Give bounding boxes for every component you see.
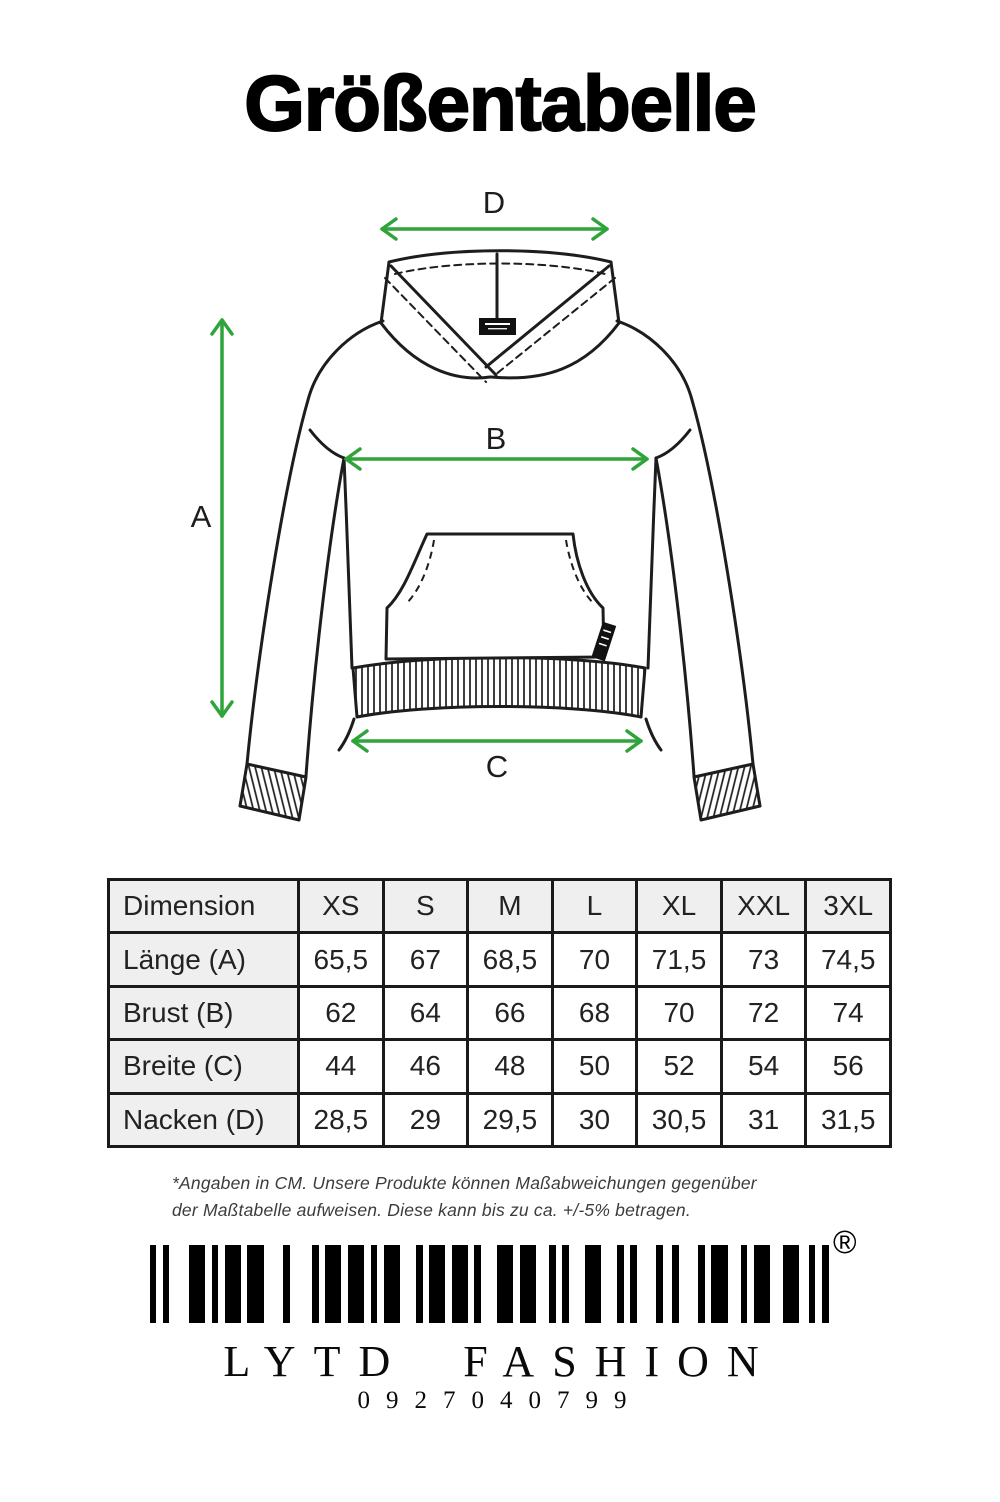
barcode-bar [711, 1245, 727, 1323]
column-header-xl: XL [637, 880, 722, 933]
cell-value: 73 [721, 933, 806, 986]
page-title: Größentabelle [244, 59, 756, 147]
cell-value: 62 [299, 986, 384, 1039]
barcode-bar [348, 1245, 364, 1323]
cell-value: 30,5 [637, 1093, 722, 1146]
table-row-nacken [109, 1093, 891, 1146]
hood [381, 251, 619, 382]
cell-value: 68 [552, 986, 637, 1039]
cell-value: 30 [552, 1093, 637, 1146]
registered-trademark-icon: ® [833, 1224, 857, 1260]
kangaroo-pocket [386, 534, 616, 661]
cell-value: 29,5 [468, 1093, 553, 1146]
cell-value: 31 [721, 1093, 806, 1146]
measurement-arrow-d [382, 219, 607, 239]
dimension-label-a: A [190, 499, 212, 534]
cell-value: 28,5 [299, 1093, 384, 1146]
disclaimer-line-1: *Angaben in CM. Unsere Produkte können Maßabweichungen gegenüber [172, 1173, 757, 1193]
barcode [150, 1245, 830, 1323]
disclaimer [172, 1170, 757, 1224]
barcode-bar [822, 1245, 830, 1323]
cell-value: 72 [721, 986, 806, 1039]
column-header-s: S [383, 880, 468, 933]
cell-value: 48 [468, 1040, 553, 1093]
barcode-bar [312, 1245, 318, 1323]
hood-left-edge [381, 262, 389, 323]
size-table [107, 878, 892, 1148]
barcode-bar [562, 1245, 568, 1323]
barcode-bar [672, 1245, 678, 1323]
row-label: Nacken (D) [109, 1093, 299, 1146]
barcode-bar [452, 1245, 468, 1323]
barcode-bar [741, 1245, 747, 1323]
dimension-label-c: C [485, 749, 509, 784]
left-sleeve-outer-line [247, 400, 308, 764]
barcode-bar [698, 1245, 704, 1323]
body-left-edge [344, 458, 352, 668]
cell-value: 44 [299, 1040, 384, 1093]
body-right-corner [646, 719, 661, 750]
dimension-label-b: B [485, 421, 507, 456]
cell-value: 56 [806, 1040, 891, 1093]
table-row-brust [109, 986, 891, 1039]
left-shoulder-line [308, 321, 383, 400]
barcode-bar [283, 1245, 289, 1323]
cell-value: 46 [383, 1040, 468, 1093]
barcode-bar [189, 1245, 205, 1323]
column-header-3xl: 3XL [806, 880, 891, 933]
cell-value: 71,5 [637, 933, 722, 986]
size-table-header-row [109, 880, 891, 933]
column-header-xs: XS [299, 880, 384, 933]
dimension-label-d: D [482, 185, 506, 220]
right-sleeve-outer-line [692, 400, 753, 764]
right-armpit-seam [656, 430, 690, 458]
column-header-l: L [552, 880, 637, 933]
row-label: Brust (B) [109, 986, 299, 1039]
cell-value: 52 [637, 1040, 722, 1093]
barcode-bar [150, 1245, 156, 1323]
barcode-bar [656, 1245, 662, 1323]
barcode-bar [384, 1245, 400, 1323]
cell-value: 67 [383, 933, 468, 986]
waistband-rib [353, 658, 645, 718]
hood-left-stitch [385, 278, 486, 382]
measurement-arrow-a [212, 320, 232, 716]
hood-top-stitch [395, 264, 605, 275]
cell-value: 68,5 [468, 933, 553, 986]
pocket-outline [386, 534, 604, 659]
cell-value: 31,5 [806, 1093, 891, 1146]
barcode-bar [630, 1245, 636, 1323]
disclaimer-line-2: der Maßtabelle aufweisen. Diese kann bis zu ca. +/-5% betragen. [172, 1200, 691, 1221]
body-right-edge [648, 458, 656, 668]
cell-value: 65,5 [299, 933, 384, 986]
row-label: Breite (C) [109, 1040, 299, 1093]
cell-value: 50 [552, 1040, 637, 1093]
barcode-bar [754, 1245, 770, 1323]
cell-value: 70 [552, 933, 637, 986]
barcode-bar [497, 1245, 513, 1323]
barcode-bar [429, 1245, 445, 1323]
hood-top-edge [389, 251, 611, 262]
barcode-bar [371, 1245, 377, 1323]
right-shoulder-line [617, 321, 692, 400]
brand-name: LYTD FASHION [223, 1337, 777, 1386]
cell-value: 66 [468, 986, 553, 1039]
barcode-bar [549, 1245, 555, 1323]
cell-value: 70 [637, 986, 722, 1039]
barcode-bar [617, 1245, 623, 1323]
barcode-bar [585, 1245, 601, 1323]
barcode-bar [809, 1245, 815, 1323]
column-header-xxl: XXL [721, 880, 806, 933]
barcode-bar [416, 1245, 422, 1323]
barcode-bar [212, 1245, 218, 1323]
barcode-bar [474, 1245, 480, 1323]
table-row-breite [109, 1040, 891, 1093]
barcode-bar [247, 1245, 263, 1323]
right-cuff-rib [694, 764, 760, 820]
barcode-bar [225, 1245, 241, 1323]
barcode-bar [783, 1245, 799, 1323]
cell-value: 54 [721, 1040, 806, 1093]
cell-value: 64 [383, 986, 468, 1039]
hood-right-edge [611, 262, 619, 323]
cell-value: 74 [806, 986, 891, 1039]
table-row-laenge [109, 933, 891, 986]
left-cuff-rib [240, 764, 306, 820]
left-armpit-seam [310, 430, 344, 458]
cell-value: 74,5 [806, 933, 891, 986]
neck-label [479, 318, 516, 335]
right-sleeve-inner-line [656, 458, 694, 776]
column-header-dimension: Dimension [109, 880, 299, 933]
measurement-arrow-c [353, 731, 641, 751]
left-sleeve-inner-line [306, 458, 344, 776]
column-header-m: M [468, 880, 553, 933]
barcode-bar [520, 1245, 536, 1323]
barcode-bar [163, 1245, 169, 1323]
body-left-corner [339, 719, 354, 750]
cell-value: 29 [383, 1093, 468, 1146]
barcode-bar [325, 1245, 341, 1323]
row-label: Länge (A) [109, 933, 299, 986]
barcode-number: 0927040799 [357, 1387, 643, 1414]
